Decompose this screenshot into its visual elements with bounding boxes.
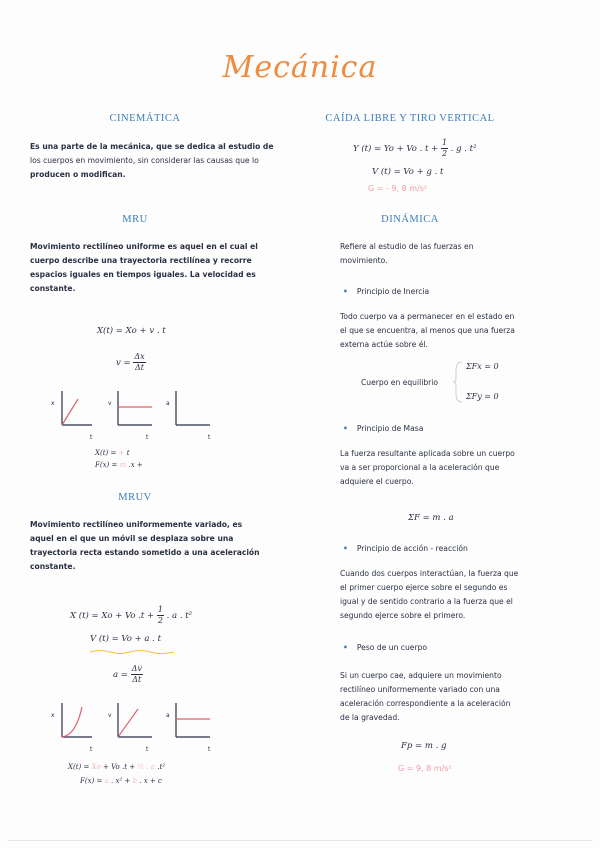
cuerpo-equilibrio-label: Cuerpo en equilibrio	[361, 378, 439, 387]
peso-gravity-value: G = 9, 8 m/s²	[398, 764, 452, 773]
mru-axis-label: a	[166, 400, 170, 407]
bullet-principio-accion-reaccion: • Principio de acción - reacción	[343, 544, 468, 553]
caida-gravity-value: G = - 9, 8 m/s²	[368, 184, 428, 193]
mruv-graph-a	[176, 703, 210, 737]
mru-graph-a	[176, 391, 210, 425]
mru-axis-label: x	[51, 400, 55, 407]
peso-text: Si un cuerpo cae, adquiere un movimiento rectilíneo uniformemente variado con una aceleración correspondiente a la aceleración de la gravedad.	[340, 671, 511, 722]
mru-axis-label: v	[108, 400, 112, 407]
page-title: Mecánica	[222, 50, 378, 85]
mruv-velocity-equation: V (t) = Vo + a . t	[90, 634, 162, 644]
mruv-axis-label: t	[90, 746, 93, 753]
dinamica-intro: Refiere al estudio de las fuerzas en movimiento.	[340, 242, 474, 265]
mru-summary-f: F(x) = m .x +	[95, 461, 143, 469]
mruv-axis-label: t	[146, 746, 149, 753]
mruv-summary-x: X(t) = Xo + Vo .t + ½ . a .t²	[68, 763, 166, 771]
mru-axis-label: t	[146, 434, 149, 441]
peso-equation: Fp = m . g	[401, 741, 447, 751]
caida-velocity-equation: V (t) = Vo + g . t	[372, 167, 444, 177]
mruv-position-equation: X (t) = Xo + Vo .t + $\frac{1}{2}$ . a . t²	[70, 605, 193, 625]
mruv-graph-v	[118, 703, 152, 737]
heading-dinamica: DINÁMICA	[381, 214, 439, 225]
heading-caida-libre: CAÍDA LIBRE Y TIRO VERTICAL	[325, 113, 495, 124]
masa-text: La fuerza resultante aplicada sobre un cuerpo va a ser proporcional a la aceleración que adquiere el cuerpo.	[340, 449, 515, 486]
mruv-axis-label: x	[51, 712, 55, 719]
mruv-graph-x	[62, 703, 92, 737]
mru-graphs	[40, 385, 230, 445]
equilibrium-fy: ΣFy = 0	[466, 392, 499, 401]
heading-mru: MRU	[122, 214, 148, 225]
equilibrium-fx: ΣFx = 0	[466, 362, 499, 371]
mru-text: Movimiento rectilíneo uniforme es aquel en el cual el cuerpo describe una trayectoria rectilínea y recorre espacios iguales en tiempos iguales. La velocidad es constante.	[30, 242, 258, 293]
masa-equation: ΣF = m . a	[408, 513, 454, 523]
mruv-graphs	[40, 697, 230, 757]
mru-position-equation: X(t) = Xo + v . t	[97, 326, 166, 336]
heading-cinematica: CINEMÁTICA	[109, 113, 181, 124]
bullet-principio-inercia: • Principio de Inercia	[343, 287, 430, 296]
page-bottom-edge	[8, 840, 592, 841]
bullet-principio-masa: • Principio de Masa	[343, 424, 424, 433]
mru-axis-label: t	[90, 434, 93, 441]
mru-graph-x	[62, 391, 92, 425]
mru-axis-label: t	[208, 434, 211, 441]
mruv-summary-f: F(x) = a . x² + b . x + c	[80, 777, 162, 785]
mruv-axis-label: t	[208, 746, 211, 753]
mru-graph-v	[118, 391, 152, 425]
bullet-peso-cuerpo: • Peso de un cuerpo	[343, 643, 428, 652]
mruv-axis-label: v	[108, 712, 112, 719]
accion-reaccion-text: Cuando dos cuerpos interactúan, la fuerza que el primer cuerpo ejerce sobre el segundo es igual y de sentido contrario a la fuerza que el segundo ejerce sobre el primero.	[340, 569, 519, 620]
mru-summary-x: X(t) = + t	[95, 449, 130, 457]
equilibrium-brace	[452, 360, 464, 404]
caida-position-equation: Y (t) = Yo + Vo . t + $\frac{1}{2}$ . g . t²	[353, 138, 477, 158]
mruv-text: Movimiento rectilíneo uniformemente variado, es aquel en el que un móvil se desplaza sobre una trayectoria recta estando sometido a una aceleración constante.	[30, 520, 260, 571]
mru-velocity-equation: v = $\frac{\Delta x}{\Delta t}$	[116, 352, 145, 372]
mruv-axis-label: a	[166, 712, 170, 719]
mruv-acceleration-equation: a = $\frac{\Delta v}{\Delta t}$	[113, 664, 142, 684]
decorative-underline	[88, 648, 178, 656]
inercia-text: Todo cuerpo va a permanecer en el estado en el que se encuentra, al menos que una fuerza externa actúe sobre él.	[340, 312, 515, 349]
heading-mruv: MRUV	[118, 492, 152, 503]
cinematica-text: Es una parte de la mecánica, que se dedica al estudio de los cuerpos en movimiento, sin considerar las causas que lo producen o modifican.	[30, 142, 274, 179]
